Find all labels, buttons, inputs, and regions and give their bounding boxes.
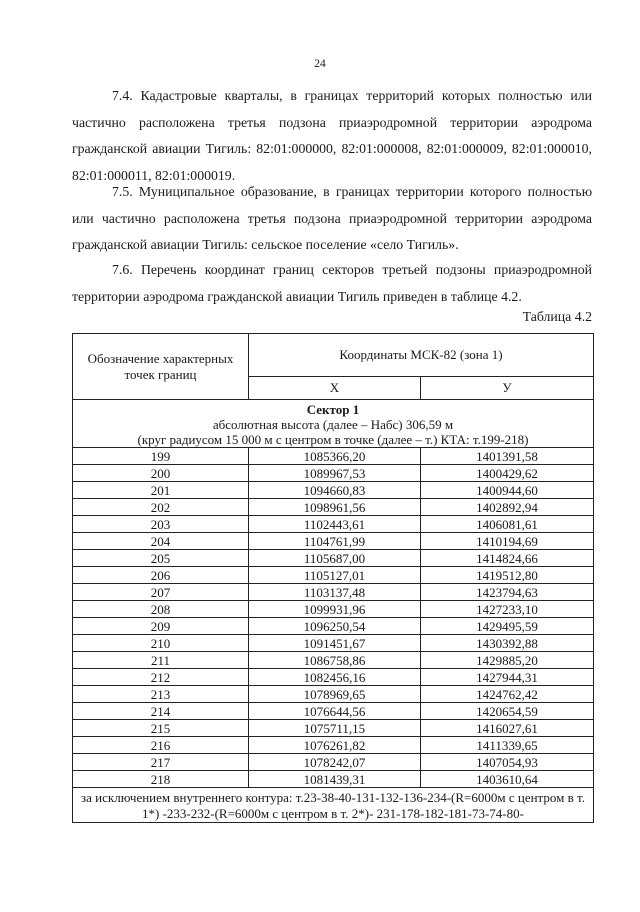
point-number-cell: 202 (73, 499, 249, 516)
y-coordinate-cell: 1400944,60 (421, 482, 594, 499)
table-row (73, 652, 594, 669)
point-number-cell: 203 (73, 516, 249, 533)
point-number-cell: 213 (73, 686, 249, 703)
x-coordinate-cell: 1091451,67 (249, 635, 421, 652)
point-number-cell: 214 (73, 703, 249, 720)
table-row (73, 533, 594, 550)
x-coordinate-cell: 1105127,01 (249, 567, 421, 584)
x-coordinate-cell: 1082456,16 (249, 669, 421, 686)
table-row (73, 516, 594, 533)
y-coordinate-cell: 1416027,61 (421, 720, 594, 737)
y-coordinate-cell: 1427233,10 (421, 601, 594, 618)
y-coordinate-cell: 1424762,42 (421, 686, 594, 703)
table-row (73, 465, 594, 482)
y-coordinate-cell: 1402892,94 (421, 499, 594, 516)
point-number-cell: 212 (73, 669, 249, 686)
paragraph-7-5 (72, 179, 592, 259)
table-row (73, 584, 594, 601)
x-coordinate-cell: 1105687,00 (249, 550, 421, 567)
sector-description: (круг радиусом 15 000 м с центром в точке (далее – т.) КТА: т.199-218) (137, 432, 529, 447)
paragraph-7-4 (72, 83, 592, 189)
header-point-designation: Обозначение характерных точек границ (73, 334, 249, 400)
point-number-cell: 199 (73, 448, 249, 465)
y-coordinate-cell: 1403610,64 (421, 771, 594, 788)
y-coordinate-cell: 1423794,63 (421, 584, 594, 601)
header-y: У (421, 377, 594, 400)
point-number-cell: 211 (73, 652, 249, 669)
x-coordinate-cell: 1086758,86 (249, 652, 421, 669)
table-row (73, 771, 594, 788)
y-coordinate-cell: 1427944,31 (421, 669, 594, 686)
y-coordinate-cell: 1414824,66 (421, 550, 594, 567)
x-coordinate-cell: 1089967,53 (249, 465, 421, 482)
table-row (73, 567, 594, 584)
x-coordinate-cell: 1076261,82 (249, 737, 421, 754)
table-row (73, 720, 594, 737)
y-coordinate-cell: 1419512,80 (421, 567, 594, 584)
table-row (73, 601, 594, 618)
header-x: X (249, 377, 421, 400)
paragraph-text: 7.4. Кадастровые кварталы, в границах территорий которых полностью или частично расположена третья подзона приаэродромной территории аэродрома гражданской авиации Тигиль: 82:01:000000, 82:01:000008, 82:01:000009, 82:01:000010, 82:01:000011, 82:01:000019. (72, 88, 592, 183)
y-coordinate-cell: 1430392,88 (421, 635, 594, 652)
sector-height: абсолютная высота (далее – Набс) 306,59 м (212, 417, 454, 432)
table-row (73, 499, 594, 516)
point-number-cell: 205 (73, 550, 249, 567)
x-coordinate-cell: 1099931,96 (249, 601, 421, 618)
point-number-cell: 217 (73, 754, 249, 771)
point-number-cell: 207 (73, 584, 249, 601)
point-number-cell: 208 (73, 601, 249, 618)
x-coordinate-cell: 1078969,65 (249, 686, 421, 703)
x-coordinate-cell: 1096250,54 (249, 618, 421, 635)
point-number-cell: 210 (73, 635, 249, 652)
point-number-cell: 201 (73, 482, 249, 499)
point-number-cell: 216 (73, 737, 249, 754)
table-row (73, 686, 594, 703)
sector-header (73, 400, 594, 448)
point-number-cell: 215 (73, 720, 249, 737)
y-coordinate-cell: 1406081,61 (421, 516, 594, 533)
y-coordinate-cell: 1420654,59 (421, 703, 594, 720)
x-coordinate-cell: 1078242,07 (249, 754, 421, 771)
header-coordinates: Координаты МСК-82 (зона 1) (249, 334, 594, 377)
point-number-cell: 200 (73, 465, 249, 482)
point-number-cell: 218 (73, 771, 249, 788)
table-caption: Таблица 4.2 (522, 309, 592, 324)
y-coordinate-cell: 1429885,20 (421, 652, 594, 669)
page-number: 24 (314, 58, 326, 70)
table-row (73, 448, 594, 465)
table-row (73, 737, 594, 754)
table-row (73, 550, 594, 567)
table-row (73, 482, 594, 499)
point-number-cell: 206 (73, 567, 249, 584)
y-coordinate-cell: 1400429,62 (421, 465, 594, 482)
sector-title: Сектор 1 (306, 402, 360, 417)
table-row (73, 754, 594, 771)
table-row (73, 618, 594, 635)
y-coordinate-cell: 1429495,59 (421, 618, 594, 635)
y-coordinate-cell: 1410194,69 (421, 533, 594, 550)
paragraph-text: 7.6. Перечень координат границ секторов третьей подзоны приаэродромной территории аэродрома гражданской авиации Тигиль приведен в таблице 4.2. (72, 262, 592, 304)
x-coordinate-cell: 1104761,99 (249, 533, 421, 550)
x-coordinate-cell: 1076644,56 (249, 703, 421, 720)
paragraph-text: 7.5. Муниципальное образование, в границах территории которого полностью или частично расположена третья подзона приаэродромной территории аэродрома гражданской авиации Тигиль: сельское поселение «село Тигиль». (72, 184, 592, 252)
paragraph-7-6 (72, 257, 592, 310)
table-row (73, 635, 594, 652)
exclusion-contour-note: за исключением внутреннего контура: т.23-38-40-131-132-136-234-(R=6000м с центром в т. 1*) -233-232-(R=6000м с центром в т. 2*)- 231-178-182-181-73-74-80- (73, 788, 594, 823)
y-coordinate-cell: 1411339,65 (421, 737, 594, 754)
x-coordinate-cell: 1098961,56 (249, 499, 421, 516)
x-coordinate-cell: 1103137,48 (249, 584, 421, 601)
table-row (73, 669, 594, 686)
point-number-cell: 204 (73, 533, 249, 550)
x-coordinate-cell: 1094660,83 (249, 482, 421, 499)
x-coordinate-cell: 1075711,15 (249, 720, 421, 737)
table-row (73, 703, 594, 720)
x-coordinate-cell: 1085366,20 (249, 448, 421, 465)
coordinate-rows (73, 448, 594, 788)
coordinates-table (72, 333, 594, 823)
point-number-cell: 209 (73, 618, 249, 635)
y-coordinate-cell: 1407054,93 (421, 754, 594, 771)
x-coordinate-cell: 1081439,31 (249, 771, 421, 788)
y-coordinate-cell: 1401391,58 (421, 448, 594, 465)
x-coordinate-cell: 1102443,61 (249, 516, 421, 533)
